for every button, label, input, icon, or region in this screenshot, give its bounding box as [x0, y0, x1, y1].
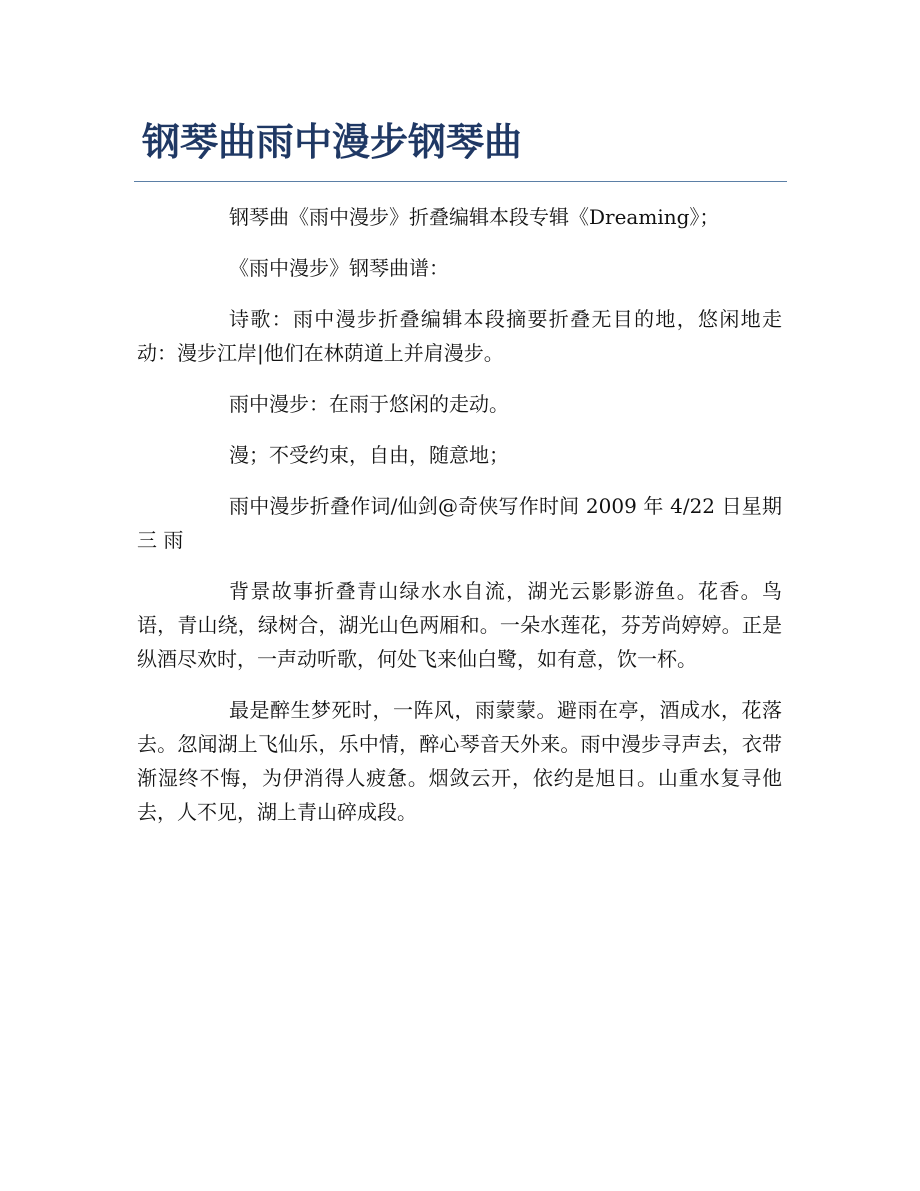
paragraph-sheet-music: 《雨中漫步》钢琴曲谱： — [229, 256, 449, 280]
paragraph-author: 雨中漫步折叠作词/仙剑@奇侠写作时间 2009 年 4/22 日星期三 雨 — [137, 494, 782, 552]
document-body — [137, 200, 782, 846]
paragraph-background: 背景故事折叠青山绿水水自流，湖光云影影游鱼。花香。鸟语，青山绕，绿树合，湖光山色两厢和。一朵水莲花，芬芳尚婷婷。正是纵酒尽欢时，一声动听歌，何处飞来仙白鹭，如有意，饮一杯。 — [137, 579, 782, 671]
paragraph-album: 钢琴曲《雨中漫步》折叠编辑本段专辑《Dreaming》； — [229, 205, 720, 229]
paragraph-poem: 诗歌：雨中漫步折叠编辑本段摘要折叠无目的地，悠闲地走动：漫步江岸|他们在林荫道上并肩漫步。 — [137, 307, 782, 365]
paragraph-story: 最是醉生梦死时，一阵风，雨蒙蒙。避雨在亭，酒成水，花落去。忽闻湖上飞仙乐，乐中情，醉心琴音天外来。雨中漫步寻声去，衣带渐湿终不悔，为伊消得人疲惫。烟敛云开，依约是旭日。山重水复寻他去，人不见，湖上青山碎成段。 — [137, 698, 782, 824]
title-divider — [134, 181, 787, 182]
paragraph-definition: 雨中漫步：在雨于悠闲的走动。 — [229, 392, 509, 416]
page-title: 钢琴曲雨中漫步钢琴曲 — [142, 120, 523, 164]
paragraph-man: 漫；不受约束，自由，随意地； — [229, 443, 509, 467]
